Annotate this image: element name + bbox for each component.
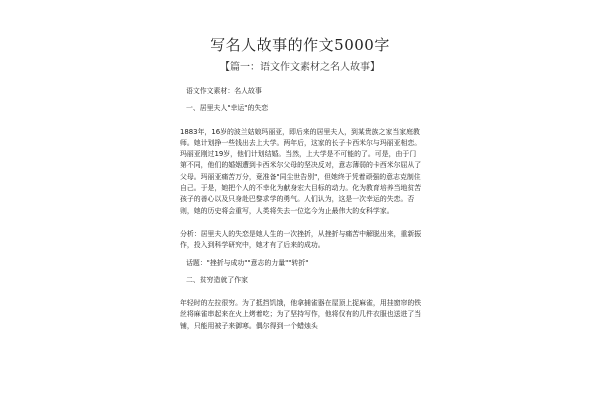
paragraph-3: 年轻时的左拉很穷。为了抵挡饥饿，他拿捕雀器在屋顶上捉麻雀，用挂窗帘的铁丝将麻雀串起来在火上烤着吃；为了坚持写作，他将仅有的几件衣服也送进了当铺，只能用被子来御寒。偶尔得到一个蜡烛头 <box>180 299 422 330</box>
topic-line: 话题："挫折与成功""意志的力量""转折" <box>186 258 309 267</box>
document-subtitle: 【篇一：语文作文素材之名人故事】 <box>220 62 380 73</box>
section2-heading: 二、贫穷造就了作家 <box>186 275 249 284</box>
category-line: 语文作文素材：名人故事 <box>186 87 262 95</box>
document-title: 写名人故事的作文5000字 <box>210 36 390 54</box>
section1-heading: 一、居里夫人"幸运"的失恋 <box>186 104 269 113</box>
paragraph-1: 1883年，16岁的波兰姑娘玛丽亚，即后来的居里夫人，到某贵族之家当家庭教师。她计划挣一些钱出去上大学。两年后，这家的长子卡西米尔与玛丽亚相恋。玛丽亚刚过19岁，他们计划结婚。当然，上大学是不可能的了。可是，由于门第不同，他们的婚姻遭到卡西米尔父母的坚决反对，意志薄弱的卡西米尔屈从了父母。玛丽亚痛苦万分，竟准备"同尘世告别"，但她终于凭着顽强的意志克制住自己。于是，她把个人的不幸化为献身宏大目标的动力。化为教育培养当地贫苦孩子的善心以及只身赴巴黎求学的勇气。人们认为，这是一次幸运的失恋。否则，她的历史将会重写，人类将失去一位迄今为止最伟大的女科学家。 <box>180 127 422 215</box>
paragraph-2: 分析：居里夫人的失恋是她人生的一次挫折，从挫折与痛苦中解脱出来，重新振作，投入到科学研究中，她才有了后来的成功。 <box>180 229 422 250</box>
document-body <box>180 86 422 332</box>
